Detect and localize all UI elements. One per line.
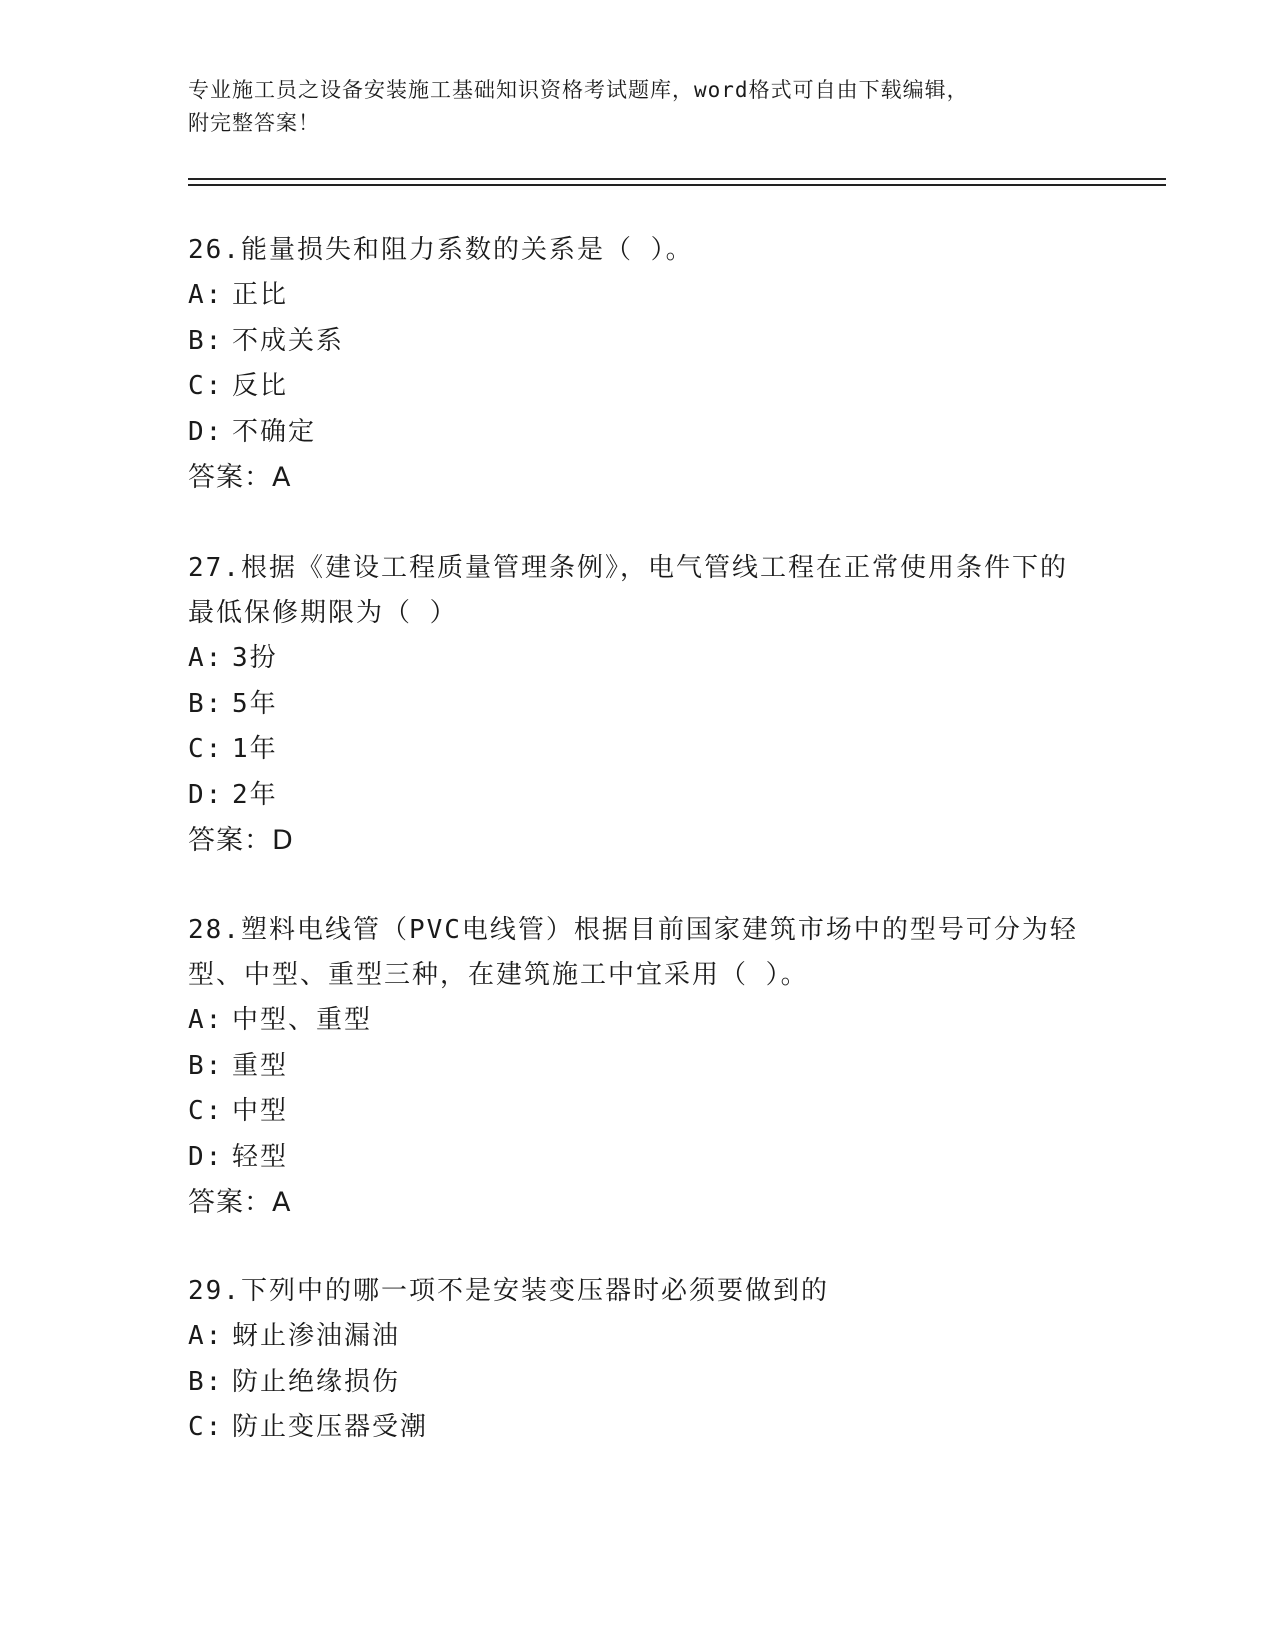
option-text: 5年 — [232, 688, 278, 719]
question-26 — [188, 228, 1088, 500]
question-29 — [188, 1269, 1088, 1451]
option-c — [188, 364, 1088, 410]
option-text: 中型、重型 — [232, 1005, 373, 1035]
header-divider-top — [188, 178, 1166, 180]
option-d — [188, 410, 1088, 456]
option-text: 蚜止渗油漏油 — [232, 1321, 401, 1351]
option-b — [188, 319, 1088, 365]
option-text: 轻型 — [232, 1141, 289, 1172]
option-letter: C: — [188, 734, 224, 764]
option-text: 2年 — [232, 779, 278, 810]
option-text: 1年 — [232, 734, 278, 764]
option-text: 不成关系 — [232, 325, 345, 356]
question-stem: 27.根据《建设工程质量管理条例》，电气管线工程在正常使用条件下的最低保修期限为（ ） — [188, 553, 1068, 628]
option-a — [188, 636, 1088, 682]
option-text: 正比 — [232, 280, 289, 310]
option-c — [188, 1089, 1088, 1135]
option-letter: C: — [188, 1412, 224, 1442]
document-header — [188, 74, 1088, 140]
option-letter: A: — [188, 1321, 224, 1351]
header-line-2: 附完整答案！ — [188, 111, 320, 135]
header-divider-bottom — [188, 184, 1166, 186]
option-b — [188, 682, 1088, 728]
option-letter: C: — [188, 371, 224, 401]
option-letter: B: — [188, 325, 224, 356]
option-letter: C: — [188, 1096, 224, 1126]
option-letter: B: — [188, 1366, 224, 1397]
option-a — [188, 273, 1088, 319]
option-c — [188, 1405, 1088, 1451]
option-letter: A: — [188, 1005, 224, 1035]
option-text: 中型 — [232, 1096, 289, 1126]
option-letter: D: — [188, 779, 224, 810]
option-letter: B: — [188, 688, 224, 719]
option-text: 反比 — [232, 371, 289, 401]
option-letter: A: — [188, 643, 224, 673]
option-c — [188, 727, 1088, 773]
option-letter: D: — [188, 1141, 224, 1172]
option-letter: D: — [188, 416, 224, 447]
question-stem: 29.下列中的哪一项不是安装变压器时必须要做到的 — [188, 1276, 829, 1306]
question-27 — [188, 546, 1088, 863]
answer: 答案：D — [188, 825, 294, 856]
header-line-1: 专业施工员之设备安装施工基础知识资格考试题库，word格式可自由下载编辑， — [188, 78, 969, 102]
option-text: 3扮 — [232, 643, 278, 673]
option-letter: A: — [188, 280, 224, 310]
option-b — [188, 1044, 1088, 1090]
option-text: 防止变压器受潮 — [232, 1412, 429, 1442]
option-d — [188, 773, 1088, 819]
option-d — [188, 1135, 1088, 1181]
option-text: 不确定 — [232, 416, 317, 447]
option-text: 防止绝缘损伤 — [232, 1366, 401, 1397]
answer: 答案：A — [188, 462, 292, 493]
question-stem: 28.塑料电线管（PVC电线管）根据目前国家建筑市场中的型号可分为轻型、中型、重型三种，在建筑施工中宜采用（ ）。 — [188, 915, 1078, 990]
option-a — [188, 1314, 1088, 1360]
option-b — [188, 1360, 1088, 1406]
question-28 — [188, 908, 1088, 1225]
option-a — [188, 998, 1088, 1044]
question-stem: 26.能量损失和阻力系数的关系是（ ）。 — [188, 235, 694, 265]
option-letter: B: — [188, 1050, 224, 1081]
option-text: 重型 — [232, 1050, 289, 1081]
answer: 答案：A — [188, 1187, 292, 1218]
